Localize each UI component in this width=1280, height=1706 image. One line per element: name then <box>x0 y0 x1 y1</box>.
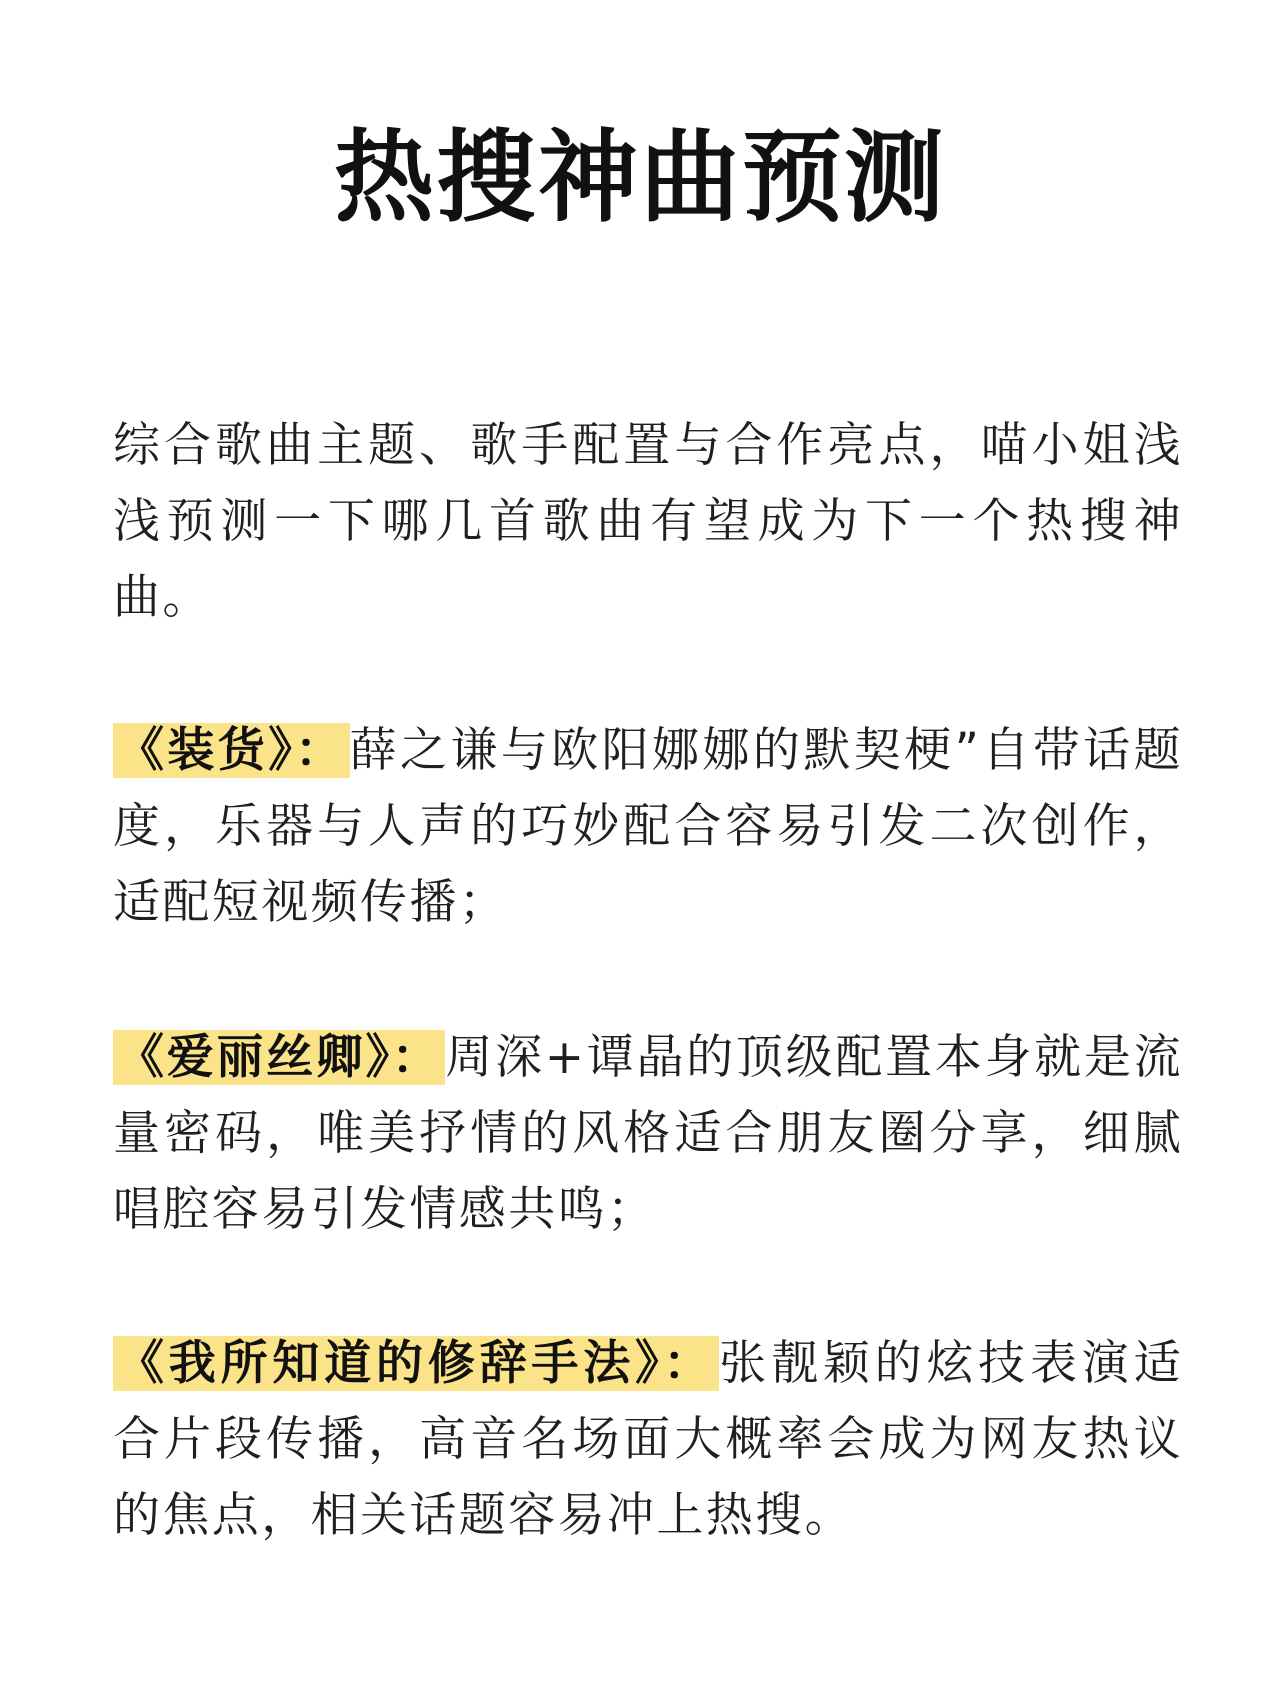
song-item-3 <box>113 1326 1183 1554</box>
page-title: 热搜神曲预测 <box>334 119 946 236</box>
song-item-2 <box>113 1020 1183 1248</box>
song-name-2: 《爱丽丝卿》： <box>113 1030 445 1085</box>
song-description-2: 周深+谭晶的顶级配置本身就是流量密码，唯美抒情的风格适合朋友圈分享，细腻唱腔容易引发情感共鸣； <box>113 1030 1183 1237</box>
song-name-3: 《我所知道的修辞手法》： <box>113 1336 719 1391</box>
song-item-1 <box>113 713 1183 941</box>
song-name-1: 《装货》： <box>113 723 350 778</box>
intro-paragraph: 综合歌曲主题、歌手配置与合作亮点，喵小姐浅浅预测一下哪几首歌曲有望成为下一个热搜神曲。 <box>113 418 1183 625</box>
song-description-3: 张靓颖的炫技表演适合片段传播，高音名场面大概率会成为网友热议的焦点，相关话题容易冲上热搜。 <box>113 1336 1183 1543</box>
song-description-1: 薛之谦与欧阳娜娜的默契梗”自带话题度，乐器与人声的巧妙配合容易引发二次创作，适配短视频传播； <box>113 723 1184 930</box>
